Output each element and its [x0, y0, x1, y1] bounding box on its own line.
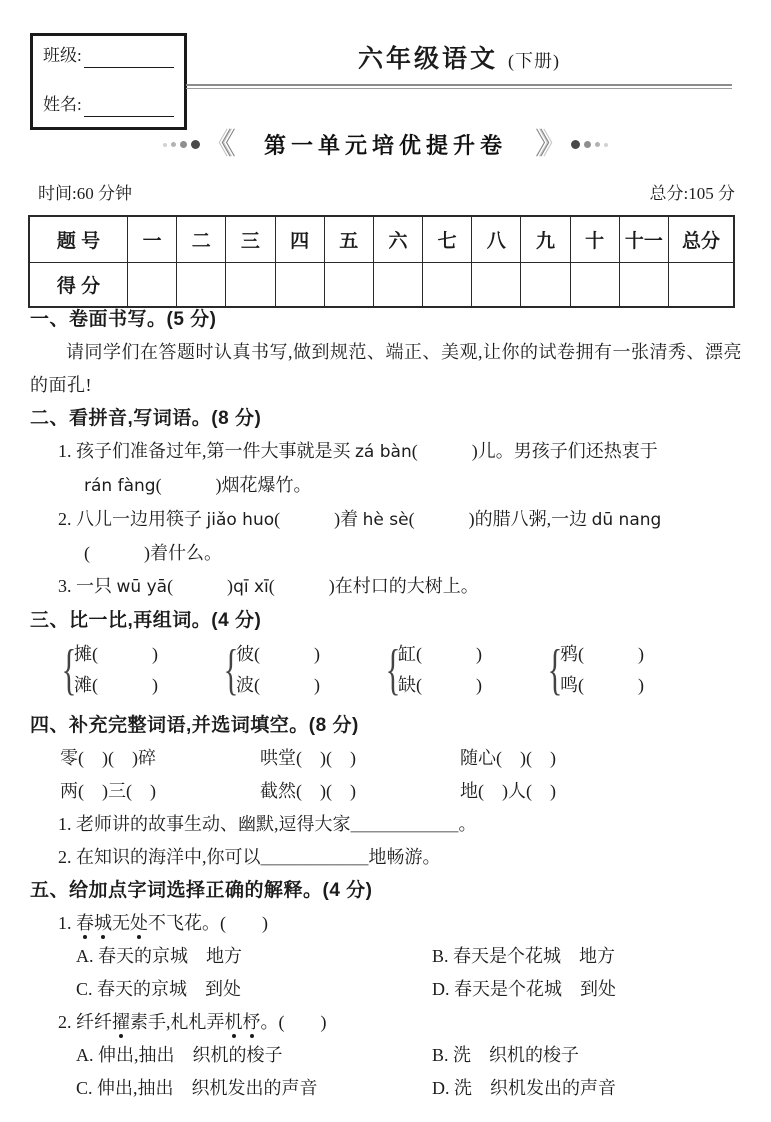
section-title: 四、补充完整词语,并选词填空。(8 分)	[30, 715, 359, 736]
pinyin-item-line: 3. 一只 wū yā( )qī xī( )在村口的大树上。	[58, 576, 479, 597]
question-number-cell: 七	[423, 216, 472, 263]
option-item: C. 春天的京城 到处	[76, 979, 242, 999]
section-compare-words	[30, 604, 745, 701]
score-cell	[226, 263, 275, 308]
option-item: A. 春天的京城 地方	[76, 946, 242, 966]
section-choose-meaning	[30, 874, 745, 1105]
question-stem: 2. 纤纤擢素手,札札弄机杼。( )	[58, 1012, 327, 1032]
score-cell	[373, 263, 422, 308]
masthead	[186, 44, 732, 89]
left-brace-icon: {	[223, 639, 239, 701]
option-item: B. 洗 织机的梭子	[432, 1045, 580, 1065]
pinyin-item-line: rán fàng( )烟花爆竹。	[84, 475, 312, 496]
score-cell	[472, 263, 521, 308]
word-pair-top: 鸦( )	[560, 644, 644, 664]
word-pair	[560, 639, 644, 701]
left-brace-icon: {	[61, 639, 77, 701]
option-grid	[76, 940, 745, 1006]
score-cell	[521, 263, 570, 308]
score-cell	[324, 263, 373, 308]
word-pair-top: 摊( )	[74, 644, 158, 664]
word-pair	[236, 639, 320, 701]
word-pair	[398, 639, 482, 701]
fill-item-line: 1. 老师讲的故事生动、幽默,逗得大家＿＿＿＿＿＿。	[58, 814, 477, 834]
body-paragraph: 请同学们在答题时认真书写,做到规范、端正、美观,让你的试卷拥有一张清秀、漂亮的面孔!	[30, 342, 742, 395]
brace-group	[220, 639, 320, 701]
score-cell	[177, 263, 226, 308]
book-title-text: 六年级语文	[358, 45, 499, 73]
question-number-cell: 总分	[669, 216, 735, 263]
score-cell	[669, 263, 735, 308]
score-cell	[619, 263, 668, 308]
section-title: 三、比一比,再组词。(4 分)	[30, 610, 262, 631]
option-item: B. 春天是个花城 地方	[432, 946, 616, 966]
question-number-cell: 一	[128, 216, 177, 263]
decor-dots-left-icon	[163, 140, 200, 149]
pinyin-item-line: 2. 八儿一边用筷子 jiǎo huo( )着 hè sè( )的腊八粥,一边 dū nang	[58, 509, 662, 530]
word-blank: 哄堂( )( )	[260, 748, 356, 768]
word-pair-top: 彼( )	[236, 644, 320, 664]
double-angle-left-icon: 《	[205, 127, 236, 161]
pinyin-items	[30, 435, 745, 604]
question-number-cell: 五	[324, 216, 373, 263]
section-title: 二、看拼音,写词语。(8 分)	[30, 408, 262, 429]
option-grid	[76, 1039, 745, 1105]
choice-questions	[30, 907, 745, 1105]
question-number-cell: 八	[472, 216, 521, 263]
double-angle-right-icon: 》	[535, 127, 565, 161]
left-brace-icon: {	[385, 639, 401, 701]
score-table	[28, 215, 735, 308]
total-score-label: 总分:105 分	[649, 184, 735, 203]
brace-group	[58, 639, 158, 701]
question-number-cell: 九	[521, 216, 570, 263]
section-complete-words	[30, 709, 745, 874]
option-item: C. 伸出,抽出 织机发出的声音	[76, 1078, 318, 1098]
class-label: 班级:	[43, 46, 82, 65]
word-blank: 两( )三( )	[60, 781, 156, 801]
score-label-cell: 得 分	[29, 263, 128, 308]
word-pair-bottom: 鸣( )	[560, 675, 644, 695]
section-title: 五、给加点字词选择正确的解释。(4 分)	[30, 880, 373, 901]
name-label: 姓名:	[43, 95, 82, 114]
decor-dots-right-icon	[571, 140, 608, 149]
double-rule	[186, 84, 732, 89]
question-number-cell: 十	[570, 216, 619, 263]
section-title: 一、卷面书写。(5 分)	[30, 309, 217, 330]
compare-word-groups	[58, 639, 745, 701]
exam-content	[30, 303, 745, 1105]
name-row	[43, 93, 174, 117]
fill-items	[30, 808, 745, 874]
name-fill-line	[84, 96, 174, 117]
score-cell	[128, 263, 177, 308]
pinyin-item-line: 1. 孩子们准备过年,第一件大事就是买 zá bàn( )儿。男孩子们还热衷于	[58, 441, 658, 462]
question-number-label-cell: 题 号	[29, 216, 128, 263]
word-row	[60, 742, 745, 775]
score-row	[29, 263, 734, 308]
score-cell	[275, 263, 324, 308]
book-title	[186, 44, 732, 76]
word-row	[60, 775, 745, 808]
left-brace-icon: {	[547, 639, 563, 701]
question-number-cell: 四	[275, 216, 324, 263]
question-number-cell: 三	[226, 216, 275, 263]
word-pair	[74, 639, 158, 701]
question-number-cell: 十一	[619, 216, 668, 263]
section-handwriting	[30, 303, 745, 402]
score-table-header-row	[29, 216, 734, 263]
fill-item-line: 2. 在知识的海洋中,你可以＿＿＿＿＿＿地畅游。	[58, 847, 441, 867]
time-label: 时间:60 分钟	[38, 184, 132, 203]
word-pair-bottom: 滩( )	[74, 675, 158, 695]
brace-group	[544, 639, 644, 701]
word-blank: 截然( )( )	[260, 781, 356, 801]
word-pair-bottom: 波( )	[236, 675, 320, 695]
question-number-cell: 六	[373, 216, 422, 263]
score-cell	[423, 263, 472, 308]
class-fill-line	[84, 47, 174, 68]
class-row	[43, 44, 174, 68]
word-blank: 零( )( )碎	[60, 748, 156, 768]
option-item: D. 洗 织机发出的声音	[432, 1078, 616, 1098]
pinyin-item-line: ( )着什么。	[84, 543, 222, 563]
word-pair-top: 缸( )	[398, 644, 482, 664]
exam-title-banner	[0, 129, 771, 160]
score-cell	[570, 263, 619, 308]
section-pinyin	[30, 402, 745, 604]
question-number-cell: 二	[177, 216, 226, 263]
word-blank: 地( )人( )	[460, 781, 556, 801]
exam-title: 第一单元培优提升卷	[263, 133, 507, 158]
question-stem: 1. 春城无处不飞花。( )	[58, 913, 268, 933]
book-volume: (下册)	[507, 51, 560, 71]
word-pair-bottom: 缺( )	[398, 675, 482, 695]
word-blank: 随心( )( )	[460, 748, 556, 768]
option-item: D. 春天是个花城 到处	[432, 979, 616, 999]
word-rows	[30, 742, 745, 808]
option-item: A. 伸出,抽出 织机的梭子	[76, 1045, 283, 1065]
meta-row	[38, 179, 735, 204]
student-info-box	[30, 33, 187, 130]
brace-group	[382, 639, 482, 701]
